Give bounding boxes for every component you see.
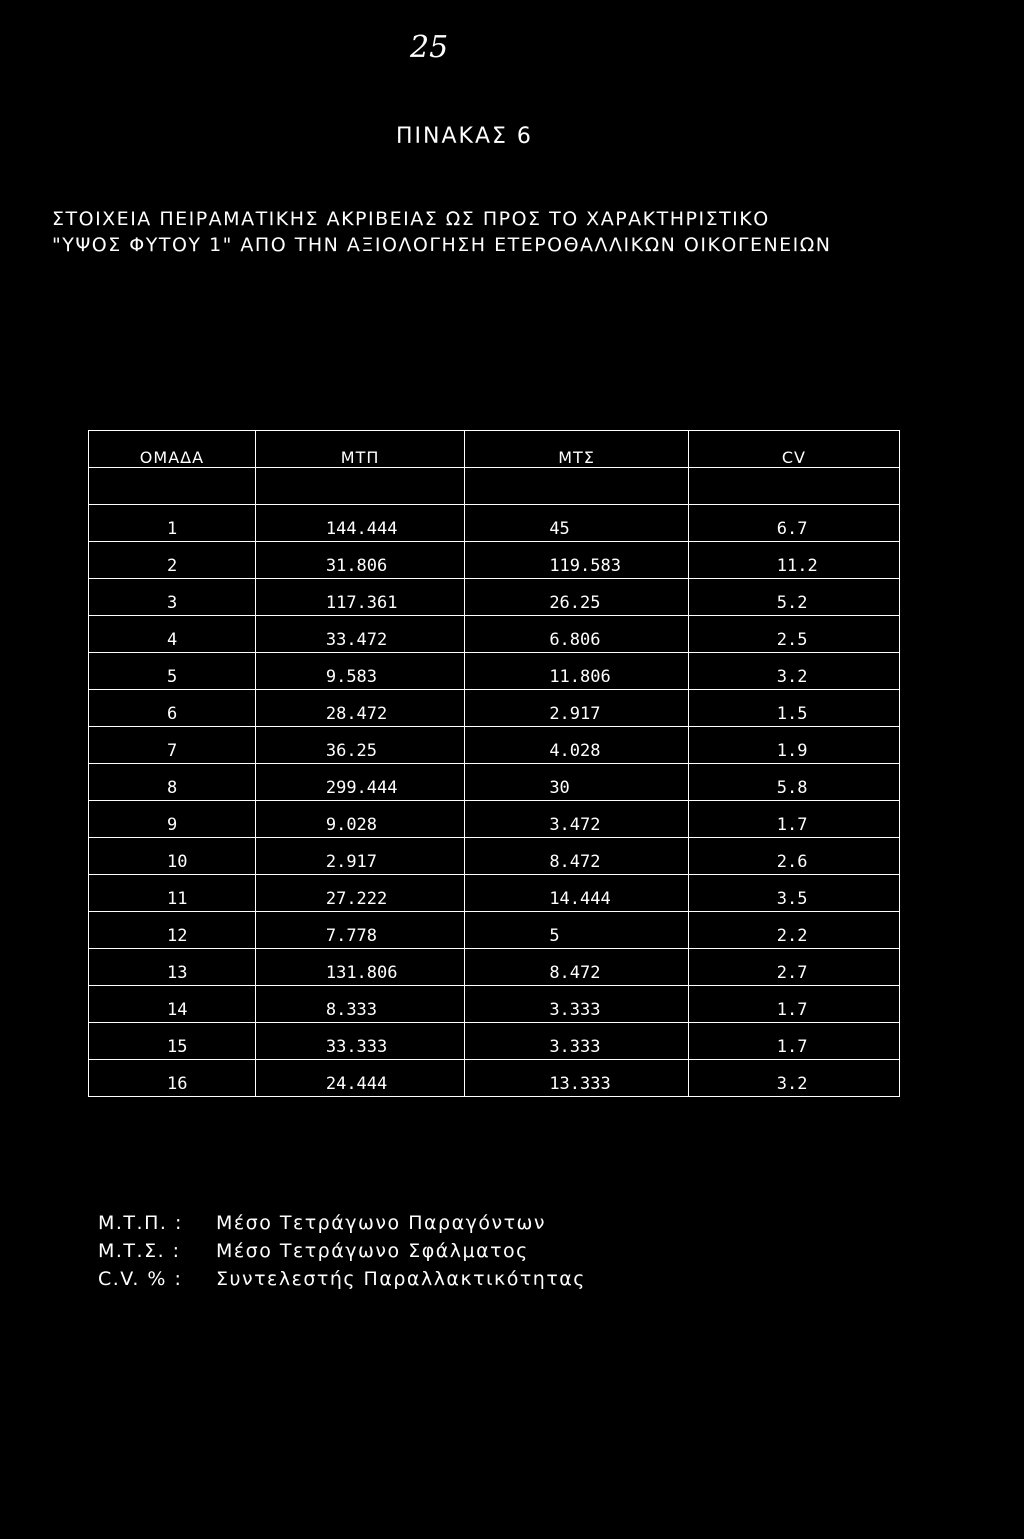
cell-value: 2.7 (776, 963, 808, 983)
legend-row (98, 1212, 586, 1240)
cell-value: 33.472 (325, 630, 388, 650)
cell-value: 3.2 (776, 1074, 808, 1094)
table-heading-line-1: ΣΤΟΙΧΕΙΑ ΠΕΙΡΑΜΑΤΙΚΗΣ ΑΚΡΙΒΕΙΑΣ ΩΣ ΠΡΟΣ ΤΟ ΧΑΡΑΚΤΗΡΙΣΤΙΚΟ (52, 208, 770, 230)
cell-value: 2.6 (776, 852, 808, 872)
cell-value: 2.917 (325, 852, 378, 872)
mts-cell (465, 653, 688, 690)
table-spacer-row (89, 468, 900, 505)
spacer-cell (688, 468, 899, 505)
mts-cell (465, 986, 688, 1023)
cell-value: 119.583 (549, 556, 621, 576)
table-heading-line-2: "ΥΨΟΣ ΦΥΤΟΥ 1" ΑΠΟ ΤΗΝ ΑΞΙΟΛΟΓΗΣΗ ΕΤΕΡΟΘΑΛΛΙΚΩΝ ΟΙΚΟΓΕΝΕΙΩΝ (52, 234, 832, 256)
cell-value: 12 (167, 926, 188, 946)
legend-row (98, 1268, 586, 1296)
table-title: ΠΙΝΑΚΑΣ 6 (396, 124, 533, 149)
cell-value: 3 (167, 593, 178, 613)
mtp-cell (255, 801, 464, 838)
cv-cell (688, 616, 899, 653)
table-row (89, 579, 900, 616)
legend-description: Συντελεστής Παραλλακτικότητας (216, 1268, 586, 1290)
cell-value: 30 (549, 778, 570, 798)
cell-value: 2 (167, 556, 178, 576)
cell-value: 1 (167, 519, 178, 539)
spacer-cell (255, 468, 464, 505)
cv-cell (688, 949, 899, 986)
mtp-cell (255, 875, 464, 912)
mts-cell (465, 1023, 688, 1060)
legend-row (98, 1240, 586, 1268)
cell-value: 8.472 (549, 852, 601, 872)
cell-value: 4.028 (549, 741, 601, 761)
group-cell (89, 579, 256, 616)
cell-value: 27.222 (325, 889, 388, 909)
spacer-cell (89, 468, 256, 505)
cell-value: 3.333 (549, 1000, 601, 1020)
cell-value: 11 (167, 889, 188, 909)
cell-value: 3.2 (776, 667, 808, 687)
mts-cell (465, 579, 688, 616)
mts-cell (465, 727, 688, 764)
table-row (89, 653, 900, 690)
mtp-cell (255, 542, 464, 579)
cell-value: 6.7 (776, 519, 808, 539)
cell-value: 45 (549, 519, 570, 539)
cell-value: 8 (167, 778, 178, 798)
cell-value: 3.5 (776, 889, 808, 909)
cell-value: 5.2 (776, 593, 808, 613)
cell-value: 11.806 (549, 667, 611, 687)
mtp-cell (255, 727, 464, 764)
cell-value: 10 (167, 852, 188, 872)
mts-cell (465, 616, 688, 653)
mtp-cell (255, 949, 464, 986)
cell-value: 2.917 (549, 704, 601, 724)
mtp-cell (255, 616, 464, 653)
table-row (89, 801, 900, 838)
cell-value: 5.8 (776, 778, 808, 798)
cell-value: 9.583 (325, 667, 378, 687)
legend-description: Μέσο Τετράγωνο Σφάλματος (216, 1240, 529, 1262)
cell-value: 14 (167, 1000, 188, 1020)
table-row (89, 838, 900, 875)
cell-value: 7.778 (325, 926, 378, 946)
cell-value: 5 (549, 926, 560, 946)
cv-cell (688, 764, 899, 801)
group-cell (89, 875, 256, 912)
table-row (89, 1023, 900, 1060)
table-row (89, 875, 900, 912)
mtp-cell (255, 912, 464, 949)
group-cell (89, 542, 256, 579)
group-cell (89, 690, 256, 727)
mts-cell (465, 542, 688, 579)
cv-cell (688, 801, 899, 838)
group-cell (89, 1060, 256, 1097)
mts-cell (465, 801, 688, 838)
cv-cell (688, 1060, 899, 1097)
group-cell (89, 949, 256, 986)
cell-value: 1.7 (776, 1000, 808, 1020)
cell-value: 14.444 (549, 889, 611, 909)
table-header-row (89, 431, 900, 468)
cell-value: 9 (167, 815, 178, 835)
mts-cell (465, 912, 688, 949)
table-row (89, 1060, 900, 1097)
cell-value: 28.472 (325, 704, 388, 724)
group-cell (89, 764, 256, 801)
legend-abbreviation: Μ.Τ.Σ. : (98, 1240, 181, 1262)
cell-value: 11.2 (776, 556, 818, 576)
mts-cell (465, 949, 688, 986)
cell-value: 9.028 (325, 815, 378, 835)
mts-cell (465, 690, 688, 727)
table-row (89, 727, 900, 764)
cv-cell (688, 505, 899, 542)
mtp-cell (255, 579, 464, 616)
cell-value: 31.806 (325, 556, 388, 576)
mts-cell (465, 838, 688, 875)
mts-cell (465, 875, 688, 912)
cell-value: 26.25 (549, 593, 601, 613)
cell-value: 13 (167, 963, 188, 983)
cv-cell (688, 875, 899, 912)
mtp-cell (255, 838, 464, 875)
page-number: 25 (410, 30, 449, 65)
cell-value: 36.25 (325, 741, 378, 761)
group-cell (89, 838, 256, 875)
cell-value: 131.806 (325, 963, 398, 983)
table-row (89, 542, 900, 579)
group-cell (89, 1023, 256, 1060)
data-table (88, 430, 900, 1097)
group-cell (89, 801, 256, 838)
mts-cell (465, 505, 688, 542)
group-cell (89, 727, 256, 764)
cell-value: 8.472 (549, 963, 601, 983)
cell-value: 2.2 (776, 926, 808, 946)
cell-value: 6.806 (549, 630, 601, 650)
cell-value: 1.9 (776, 741, 808, 761)
cell-value: 16 (167, 1074, 188, 1094)
cell-value: 13.333 (549, 1074, 611, 1094)
cell-value: 1.7 (776, 815, 808, 835)
cv-cell (688, 579, 899, 616)
table-row (89, 764, 900, 801)
cv-cell (688, 1023, 899, 1060)
legend-abbreviation: C.V. % : (98, 1268, 183, 1290)
table-row (89, 616, 900, 653)
cell-value: 2.5 (776, 630, 808, 650)
group-cell (89, 986, 256, 1023)
cell-value: 299.444 (325, 778, 398, 798)
header-group: ΟΜΑΔΑ (89, 431, 256, 468)
mtp-cell (255, 986, 464, 1023)
table-body (89, 468, 900, 1097)
table-row (89, 912, 900, 949)
cell-value: 3.333 (549, 1037, 601, 1057)
cv-cell (688, 690, 899, 727)
cell-value: 8.333 (325, 1000, 378, 1020)
header-mts: ΜΤΣ (465, 431, 688, 468)
group-cell (89, 653, 256, 690)
mts-cell (465, 764, 688, 801)
cell-value: 4 (167, 630, 178, 650)
mtp-cell (255, 764, 464, 801)
cell-value: 24.444 (325, 1074, 388, 1094)
header-cv: CV (688, 431, 899, 468)
mtp-cell (255, 1060, 464, 1097)
mtp-cell (255, 505, 464, 542)
table-row (89, 949, 900, 986)
cell-value: 33.333 (325, 1037, 388, 1057)
mts-cell (465, 1060, 688, 1097)
legend-abbreviation: Μ.Τ.Π. : (98, 1212, 183, 1234)
cell-value: 144.444 (325, 519, 398, 539)
spacer-cell (465, 468, 688, 505)
cell-value: 3.472 (549, 815, 601, 835)
cell-value: 1.5 (776, 704, 808, 724)
cell-value: 5 (167, 667, 178, 687)
cell-value: 1.7 (776, 1037, 808, 1057)
mtp-cell (255, 1023, 464, 1060)
legend (98, 1212, 586, 1296)
table-row (89, 986, 900, 1023)
cell-value: 15 (167, 1037, 188, 1057)
cv-cell (688, 542, 899, 579)
cell-value: 117.361 (325, 593, 398, 613)
header-mtp: ΜΤΠ (255, 431, 464, 468)
legend-description: Μέσο Τετράγωνο Παραγόντων (216, 1212, 547, 1234)
cell-value: 7 (167, 741, 178, 761)
group-cell (89, 616, 256, 653)
mtp-cell (255, 653, 464, 690)
table-row (89, 505, 900, 542)
cv-cell (688, 986, 899, 1023)
cell-value: 6 (167, 704, 178, 724)
cv-cell (688, 838, 899, 875)
table-row (89, 690, 900, 727)
group-cell (89, 912, 256, 949)
mtp-cell (255, 690, 464, 727)
cv-cell (688, 653, 899, 690)
group-cell (89, 505, 256, 542)
cv-cell (688, 912, 899, 949)
cv-cell (688, 727, 899, 764)
